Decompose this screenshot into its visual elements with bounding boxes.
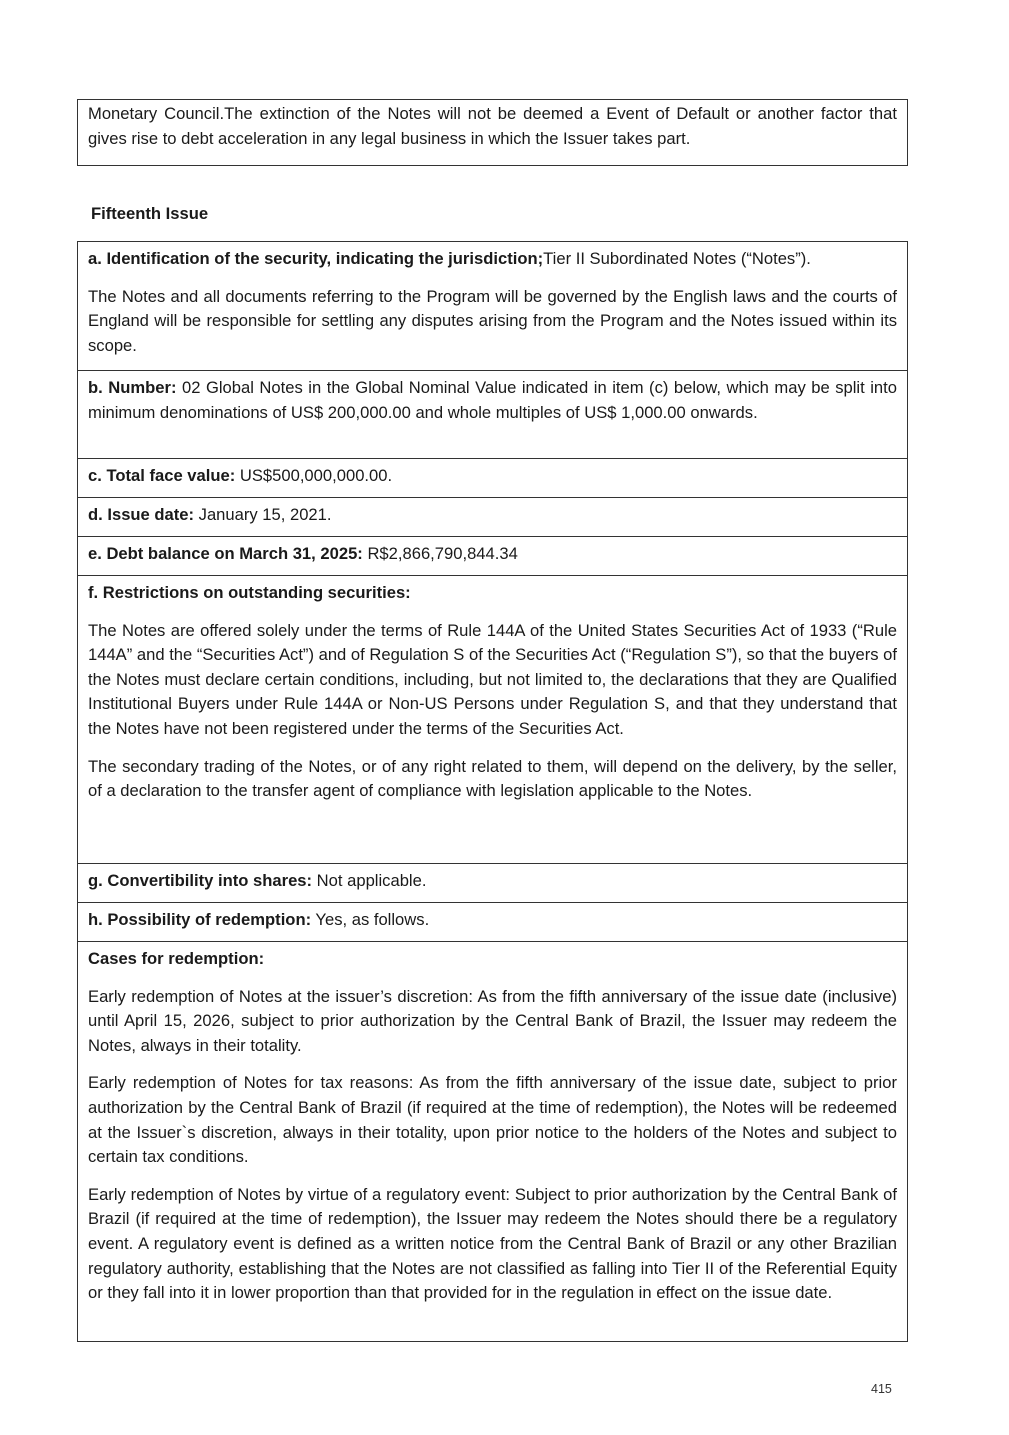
item-f-paragraph: The Notes are offered solely under the terms of Rule 144A of the United States Securities Act of 1933 (“Rule 144A” and the “Securities Act”) and of Regulation S of the Securities Act (“Regulation S”), so that the buyers of the Notes must declare certain conditions, including, but not limited to, the declarations that they are Qualified Institutional Buyers under Rule 144A or Non-US Persons under Regulation S, and that they understand that the Notes have not been registered under the terms of the Securities Act. (88, 620, 897, 738)
section-title: Fifteenth Issue (91, 204, 209, 223)
intro-text: Monetary Council.The extinction of the Notes will not be deemed a Event of Default or another factor that gives rise to debt acceleration in any legal business in which the Issuer takes part. (88, 104, 897, 148)
item-e-line (88, 542, 897, 567)
item-h-cell (78, 903, 907, 942)
item-g-line (88, 869, 897, 894)
item-a-value: Tier II Subordinated Notes (“Notes”). (543, 249, 811, 268)
item-d-value: January 15, 2021. (194, 505, 332, 524)
item-d-label: d. Issue date: (88, 505, 195, 524)
item-e-cell (78, 537, 907, 576)
redemption-cases-label: Cases for redemption: (88, 949, 265, 968)
item-e-value: R$2,866,790,844.34 (362, 544, 518, 563)
item-b-value: 02 Global Notes in the Global Nominal Value indicated in item (c) below, which may be split into minimum denominations of US$ 200,000.00 and whole multiples of US$ 1,000.00 onwards. (88, 378, 897, 422)
terms-table (77, 241, 908, 1342)
item-h-value: Yes, as follows. (311, 910, 430, 929)
item-b-line (88, 376, 897, 425)
item-a-cell (78, 242, 907, 371)
item-a-line (88, 247, 897, 272)
redemption-case-paragraph: Early redemption of Notes by virtue of a regulatory event: Subject to prior authorization by the Central Bank of Brazil (if required at the time of redemption), the Issuer may redeem the Notes should there be a regulatory event. A regulatory event is defined as a written notice from the Central Bank of Brazil or any other Brazilian regulatory authority, establishing that the Notes are not classified as falling into Tier II of the Referential Equity or they fall into it in lower proportion than that provided for in the regulation in effect on the issue date. (88, 1184, 897, 1303)
item-c-line (88, 464, 897, 489)
redemption-case-paragraph: Early redemption of Notes for tax reasons: As from the fifth anniversary of the issue date, subject to prior authorization by the Central Bank of Brazil (if required at the time of redemption), the Notes will be redeemed at the Issuer`s discretion, always in their totality, upon prior notice to the holders of the Notes and subject to certain tax conditions. (88, 1073, 897, 1167)
item-f-cell (78, 576, 907, 864)
item-f-paragraph: The secondary trading of the Notes, or of any right related to them, will depend on the delivery, by the seller, of a declaration to the transfer agent of compliance with legislation applicable to the Notes. (88, 756, 897, 801)
item-b-cell (78, 371, 907, 459)
item-h-label: h. Possibility of redemption: (88, 910, 312, 929)
item-g-value: Not applicable. (312, 871, 427, 890)
item-c-label: c. Total face value: (88, 466, 236, 485)
item-c-cell (78, 459, 907, 498)
redemption-case-paragraph: Early redemption of Notes at the issuer’s discretion: As from the fifth anniversary of the issue date (inclusive) until April 15, 2026, subject to prior authorization by the Central Bank of Brazil, the Issuer may redeem the Notes, always in their totality. (88, 986, 897, 1055)
item-g-cell (78, 864, 907, 903)
redemption-cases-cell (78, 942, 907, 1341)
intro-cell (78, 100, 907, 165)
item-d-cell (78, 498, 907, 537)
item-d-line (88, 503, 897, 528)
intro-box (77, 99, 908, 166)
item-g-label: g. Convertibility into shares: (88, 871, 313, 890)
item-b-label: b. Number: (88, 378, 177, 397)
item-h-line (88, 908, 897, 933)
page-number: 415 (871, 1382, 892, 1396)
item-c-value: US$500,000,000.00. (235, 466, 393, 485)
item-f-label: f. Restrictions on outstanding securities: (88, 583, 411, 602)
item-e-label: e. Debt balance on March 31, 2025: (88, 544, 363, 563)
item-a-paragraph: The Notes and all documents referring to the Program will be governed by the English laws and the courts of England will be responsible for settling any disputes arising from the Program and the Notes issued within its scope. (88, 286, 897, 355)
item-a-label: a. Identification of the security, indicating the jurisdiction; (88, 249, 544, 268)
